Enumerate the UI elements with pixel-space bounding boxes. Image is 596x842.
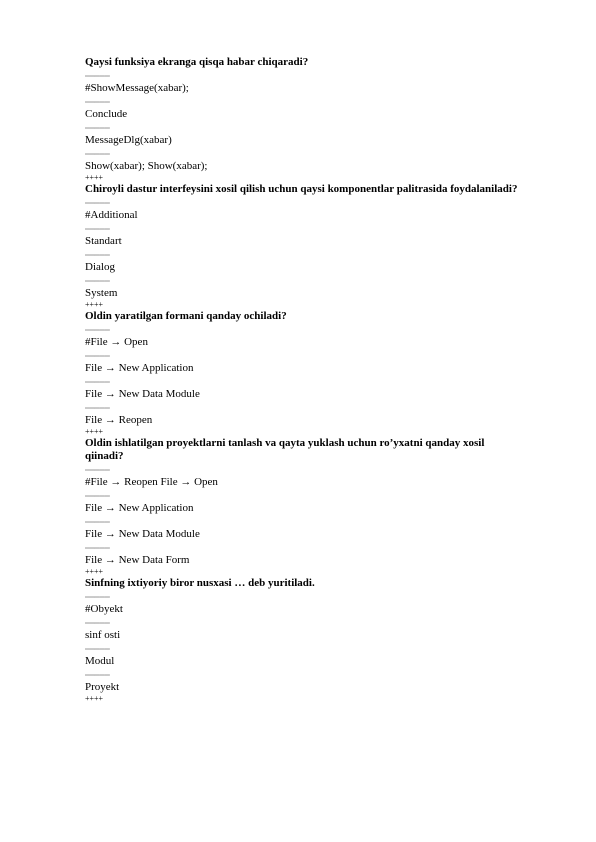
answer-option: MessageDlg(xabar) bbox=[85, 134, 172, 146]
question-block bbox=[85, 437, 525, 577]
question-block bbox=[85, 56, 525, 183]
option-separator: ═════ bbox=[85, 352, 110, 360]
question-end-marker: ++++ bbox=[85, 694, 104, 703]
option-separator: ═════ bbox=[85, 199, 110, 207]
quiz-content bbox=[85, 56, 525, 704]
option-separator: ═════ bbox=[85, 671, 110, 679]
option-separator: ═════ bbox=[85, 404, 110, 412]
answer-option: File → Reopen bbox=[85, 414, 153, 426]
option-separator: ═════ bbox=[85, 326, 110, 334]
question-text: Qaysi funksiya ekranga qisqa habar chiqaradi? bbox=[85, 56, 309, 68]
answer-option: Dialog bbox=[85, 261, 115, 273]
option-separator: ═════ bbox=[85, 225, 110, 233]
answer-option: File → New Data Module bbox=[85, 388, 200, 400]
option-separator: ═════ bbox=[85, 72, 110, 80]
question-end-marker: ++++ bbox=[85, 567, 104, 576]
question-end-marker: ++++ bbox=[85, 427, 104, 436]
option-separator: ═════ bbox=[85, 492, 110, 500]
answer-option: Standart bbox=[85, 235, 122, 247]
answer-option: File → New Data Form bbox=[85, 554, 190, 566]
question-text: Oldin ishlatilgan proyektlarni tanlash va qayta yuklash uchun ro’yxatni qanday xosil qiinadi? bbox=[85, 437, 485, 462]
option-separator: ═════ bbox=[85, 150, 110, 158]
answer-option: #Additional bbox=[85, 209, 138, 221]
option-separator: ═════ bbox=[85, 378, 110, 386]
option-separator: ═════ bbox=[85, 593, 110, 601]
option-separator: ═════ bbox=[85, 251, 110, 259]
answer-option: Show(xabar); Show(xabar); bbox=[85, 160, 208, 172]
question-end-marker: ++++ bbox=[85, 300, 104, 309]
question-text: Oldin yaratilgan formani qanday ochiladi? bbox=[85, 310, 287, 322]
option-separator: ═════ bbox=[85, 518, 110, 526]
option-separator: ═════ bbox=[85, 645, 110, 653]
question-text: Sinfning ixtiyoriy biror nusxasi … deb yuritiladi. bbox=[85, 577, 315, 589]
answer-option: System bbox=[85, 287, 118, 299]
question-block bbox=[85, 577, 525, 704]
answer-option: Conclude bbox=[85, 108, 128, 120]
option-separator: ═════ bbox=[85, 544, 110, 552]
question-block bbox=[85, 183, 525, 310]
question-end-marker: ++++ bbox=[85, 173, 104, 182]
answer-option: #File → Reopen File → Open bbox=[85, 476, 218, 488]
question-text: Chiroyli dastur interfeysini xosil qilish uchun qaysi komponentlar palitrasida foydalaniladi? bbox=[85, 183, 518, 195]
answer-option: Proyekt bbox=[85, 681, 120, 693]
answer-option: File → New Application bbox=[85, 362, 194, 374]
option-separator: ═════ bbox=[85, 619, 110, 627]
answer-option: sinf osti bbox=[85, 629, 121, 641]
answer-option: #Obyekt bbox=[85, 603, 123, 615]
question-block bbox=[85, 310, 525, 437]
answer-option: File → New Data Module bbox=[85, 528, 200, 540]
option-separator: ═════ bbox=[85, 124, 110, 132]
answer-option: File → New Application bbox=[85, 502, 194, 514]
answer-option: Modul bbox=[85, 655, 115, 667]
answer-option: #File → Open bbox=[85, 336, 148, 348]
option-separator: ═════ bbox=[85, 466, 110, 474]
option-separator: ═════ bbox=[85, 98, 110, 106]
answer-option: #ShowMessage(xabar); bbox=[85, 82, 189, 94]
option-separator: ═════ bbox=[85, 277, 110, 285]
